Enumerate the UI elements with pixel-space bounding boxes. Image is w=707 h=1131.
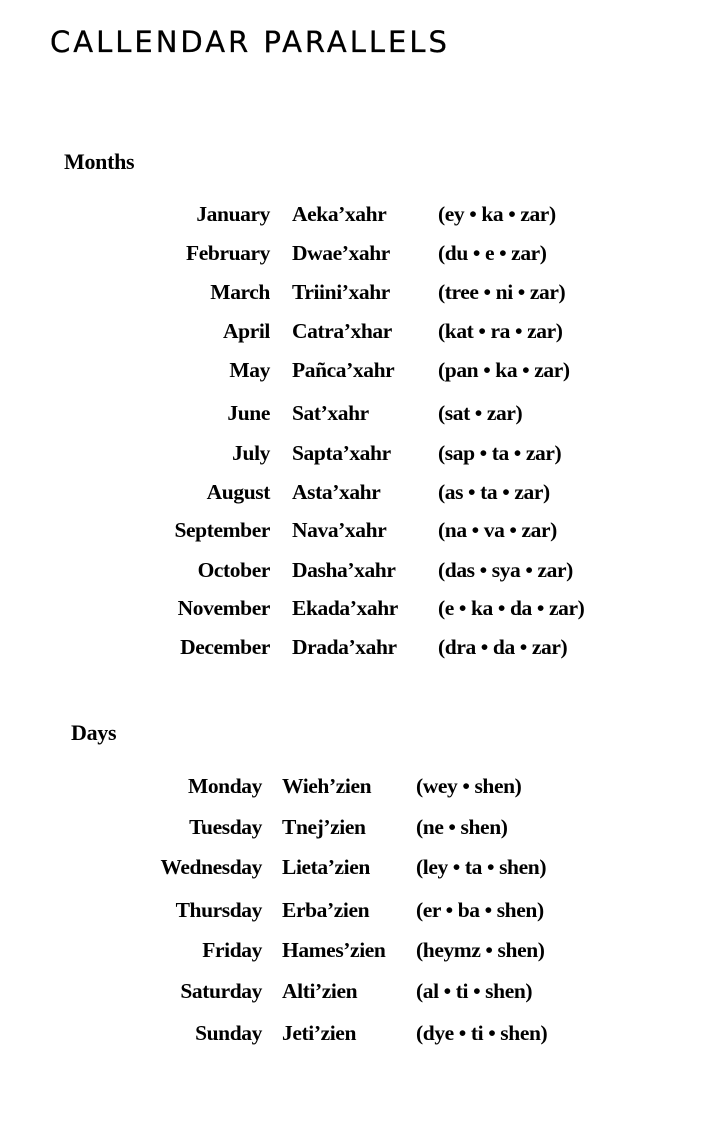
day-name: Hames’zien: [282, 938, 386, 962]
month-name: Pañca’xahr: [292, 358, 395, 382]
month-row-january: [0, 199, 707, 229]
day-english: Saturday: [180, 979, 262, 1003]
days-heading: Days: [71, 720, 117, 745]
month-row-december: [0, 632, 707, 662]
month-row-april: [0, 316, 707, 346]
month-english: July: [232, 441, 270, 465]
months-heading: Months: [64, 149, 135, 174]
month-english: May: [229, 358, 270, 382]
month-row-february: [0, 238, 707, 268]
day-pronunciation: (ley • ta • shen): [416, 855, 547, 879]
day-pronunciation: (er • ba • shen): [416, 898, 544, 922]
day-name: Wieh’zien: [282, 774, 372, 798]
day-row-sunday: [0, 1018, 707, 1048]
month-english: September: [174, 518, 270, 542]
month-pronunciation: (dra • da • zar): [438, 635, 568, 659]
month-pronunciation: (das • sya • zar): [438, 558, 573, 582]
month-name: Aeka’xahr: [292, 202, 387, 226]
month-name: Drada’xahr: [292, 635, 397, 659]
month-pronunciation: (du • e • zar): [438, 241, 547, 265]
month-name: Sapta’xahr: [292, 441, 391, 465]
day-name: Erba’zien: [282, 898, 370, 922]
day-english: Sunday: [195, 1021, 262, 1045]
day-pronunciation: (ne • shen): [416, 815, 508, 839]
month-english: March: [210, 280, 270, 304]
day-name: Jeti’zien: [282, 1021, 357, 1045]
month-name: Dwae’xahr: [292, 241, 390, 265]
month-english: April: [223, 319, 270, 343]
day-row-thursday: [0, 895, 707, 925]
month-name: Triini’xahr: [292, 280, 390, 304]
day-english: Monday: [187, 774, 262, 798]
day-row-saturday: [0, 976, 707, 1006]
day-pronunciation: (al • ti • shen): [416, 979, 533, 1003]
month-english: August: [206, 480, 270, 504]
month-english: June: [227, 401, 270, 425]
month-pronunciation: (na • va • zar): [438, 518, 557, 542]
day-row-monday: [0, 771, 707, 801]
month-english: October: [197, 558, 270, 582]
day-name: Tnej’zien: [282, 815, 366, 839]
day-pronunciation: (dye • ti • shen): [416, 1021, 548, 1045]
month-name: Ekada’xahr: [292, 596, 398, 620]
day-english: Friday: [202, 938, 262, 962]
month-row-october: [0, 555, 707, 585]
month-name: Nava’xahr: [292, 518, 387, 542]
day-english: Wednesday: [160, 855, 262, 879]
month-pronunciation: (kat • ra • zar): [438, 319, 563, 343]
day-row-tuesday: [0, 812, 707, 842]
day-pronunciation: (wey • shen): [416, 774, 522, 798]
day-name: Lieta’zien: [282, 855, 370, 879]
month-english: December: [180, 635, 270, 659]
month-pronunciation: (sat • zar): [438, 401, 523, 425]
month-row-may: [0, 355, 707, 385]
day-row-wednesday: [0, 852, 707, 882]
month-pronunciation: (sap • ta • zar): [438, 441, 562, 465]
month-pronunciation: (tree • ni • zar): [438, 280, 566, 304]
month-pronunciation: (ey • ka • zar): [438, 202, 556, 226]
month-english: November: [177, 596, 270, 620]
day-english: Thursday: [175, 898, 262, 922]
month-row-march: [0, 277, 707, 307]
month-name: Sat’xahr: [292, 401, 369, 425]
day-name: Alti’zien: [282, 979, 358, 1003]
month-name: Dasha’xahr: [292, 558, 396, 582]
month-row-august: [0, 477, 707, 507]
month-row-november: [0, 593, 707, 623]
month-name: Asta’xahr: [292, 480, 381, 504]
month-english: January: [196, 202, 270, 226]
month-row-september: [0, 515, 707, 545]
day-english: Tuesday: [189, 815, 262, 839]
month-pronunciation: (as • ta • zar): [438, 480, 550, 504]
day-pronunciation: (heymz • shen): [416, 938, 545, 962]
month-pronunciation: (e • ka • da • zar): [438, 596, 585, 620]
day-row-friday: [0, 935, 707, 965]
month-name: Catra’xhar: [292, 319, 392, 343]
month-pronunciation: (pan • ka • zar): [438, 358, 570, 382]
month-english: February: [186, 241, 270, 265]
month-row-july: [0, 438, 707, 468]
month-row-june: [0, 398, 707, 428]
page-title: CALLENDAR PARALLELS: [50, 25, 450, 59]
